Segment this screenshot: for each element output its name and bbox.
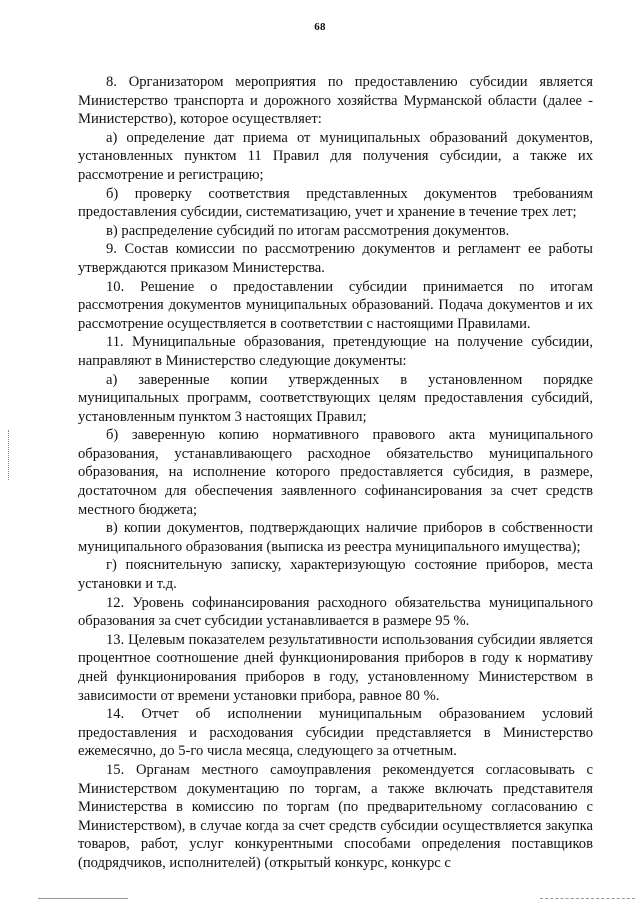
paragraph-8a: а) определение дат приема от муниципальных образований документов, установленных пунктом 11 Правил для получения субсидии, а также их рассмотрение и регистрацию; [78,129,593,183]
margin-dots [8,430,11,480]
paragraph-9: 9. Состав комиссии по рассмотрению документов и регламент ее работы утверждаются приказом Министерства. [78,241,593,276]
paragraph-13: 13. Целевым показателем результативности использования субсидии является процентное соотношение дней функционирования приборов в году к нормативу дней функционирования приборов в году, установленному Министерством в зависимости от времени установки прибора, равное 80 %. [78,631,593,704]
paragraph-11c: в) копии документов, подтверждающих наличие приборов в собственности муниципального образования (выписка из реестра муниципального имущества); [78,520,593,555]
paragraph-11a: а) заверенные копии утвержденных в установленном порядке муниципальных программ, соответствующих целям предоставления субсидий, установленным пунктом 3 настоящих Правил; [78,371,593,425]
paragraph-11b: б) заверенную копию нормативного правового акта муниципального образования, устанавливающего расходное обязательство муниципального образования, на исполнение которого предоставляется субсидия, в размере, достаточном для обеспечения заявленного софинансирования за счет средств местного бюджета; [78,427,593,518]
paragraph-14: 14. Отчет об исполнении муниципальным образованием условий предоставления и расходования субсидии представляется в Министерство ежемесячно, до 5-го числа месяца, следующего за отчетным. [78,706,593,760]
page-number: 68 [314,21,326,33]
paragraph-8c: в) распределение субсидий по итогам рассмотрения документов. [106,222,510,239]
paragraph-10: 10. Решение о предоставлении субсидии принимается по итогам рассмотрения документов муниципальных образований. Подача документов и их рассмотрение осуществляется в соответствии с настоящими Правилами. [78,278,593,332]
paragraph-11d: г) пояснительную записку, характеризующую состояние приборов, места установки и т.д. [78,557,593,593]
paragraph-11: 11. Муниципальные образования, претендующие на получение субсидии, направляют в Министерство следующие документы: [78,334,593,369]
paragraph-8: 8. Организатором мероприятия по предоставлению субсидии является Министерство транспорта и дорожного хозяйства Мурманской области (далее - Министерство), которое осуществляет: [78,74,593,128]
footer-rule-left [38,898,128,899]
paragraph-8b: б) проверку соответствия представленных документов требованиям предоставления субсидии, систематизацию, учет и хранение в течение трех лет; [78,185,593,221]
paragraph-12: 12. Уровень софинансирования расходного обязательства муниципального образования за счет субсидии устанавливается в размере 95 %. [78,594,593,630]
document-body [78,73,593,873]
footer-rule-right [540,898,635,899]
paragraph-15: 15. Органам местного самоуправления рекомендуется согласовывать с Министерством документацию по торгам, а также включать представителя Министерства в комиссию по торгам (по предварительному согласованию с Министерством), в случае когда за счет средств субсидии осуществляется закупка товаров, работ, услуг конкурентными способами определения поставщиков (подрядчиков, исполнителей) (открытый конкурс, конкурс с [78,761,593,871]
